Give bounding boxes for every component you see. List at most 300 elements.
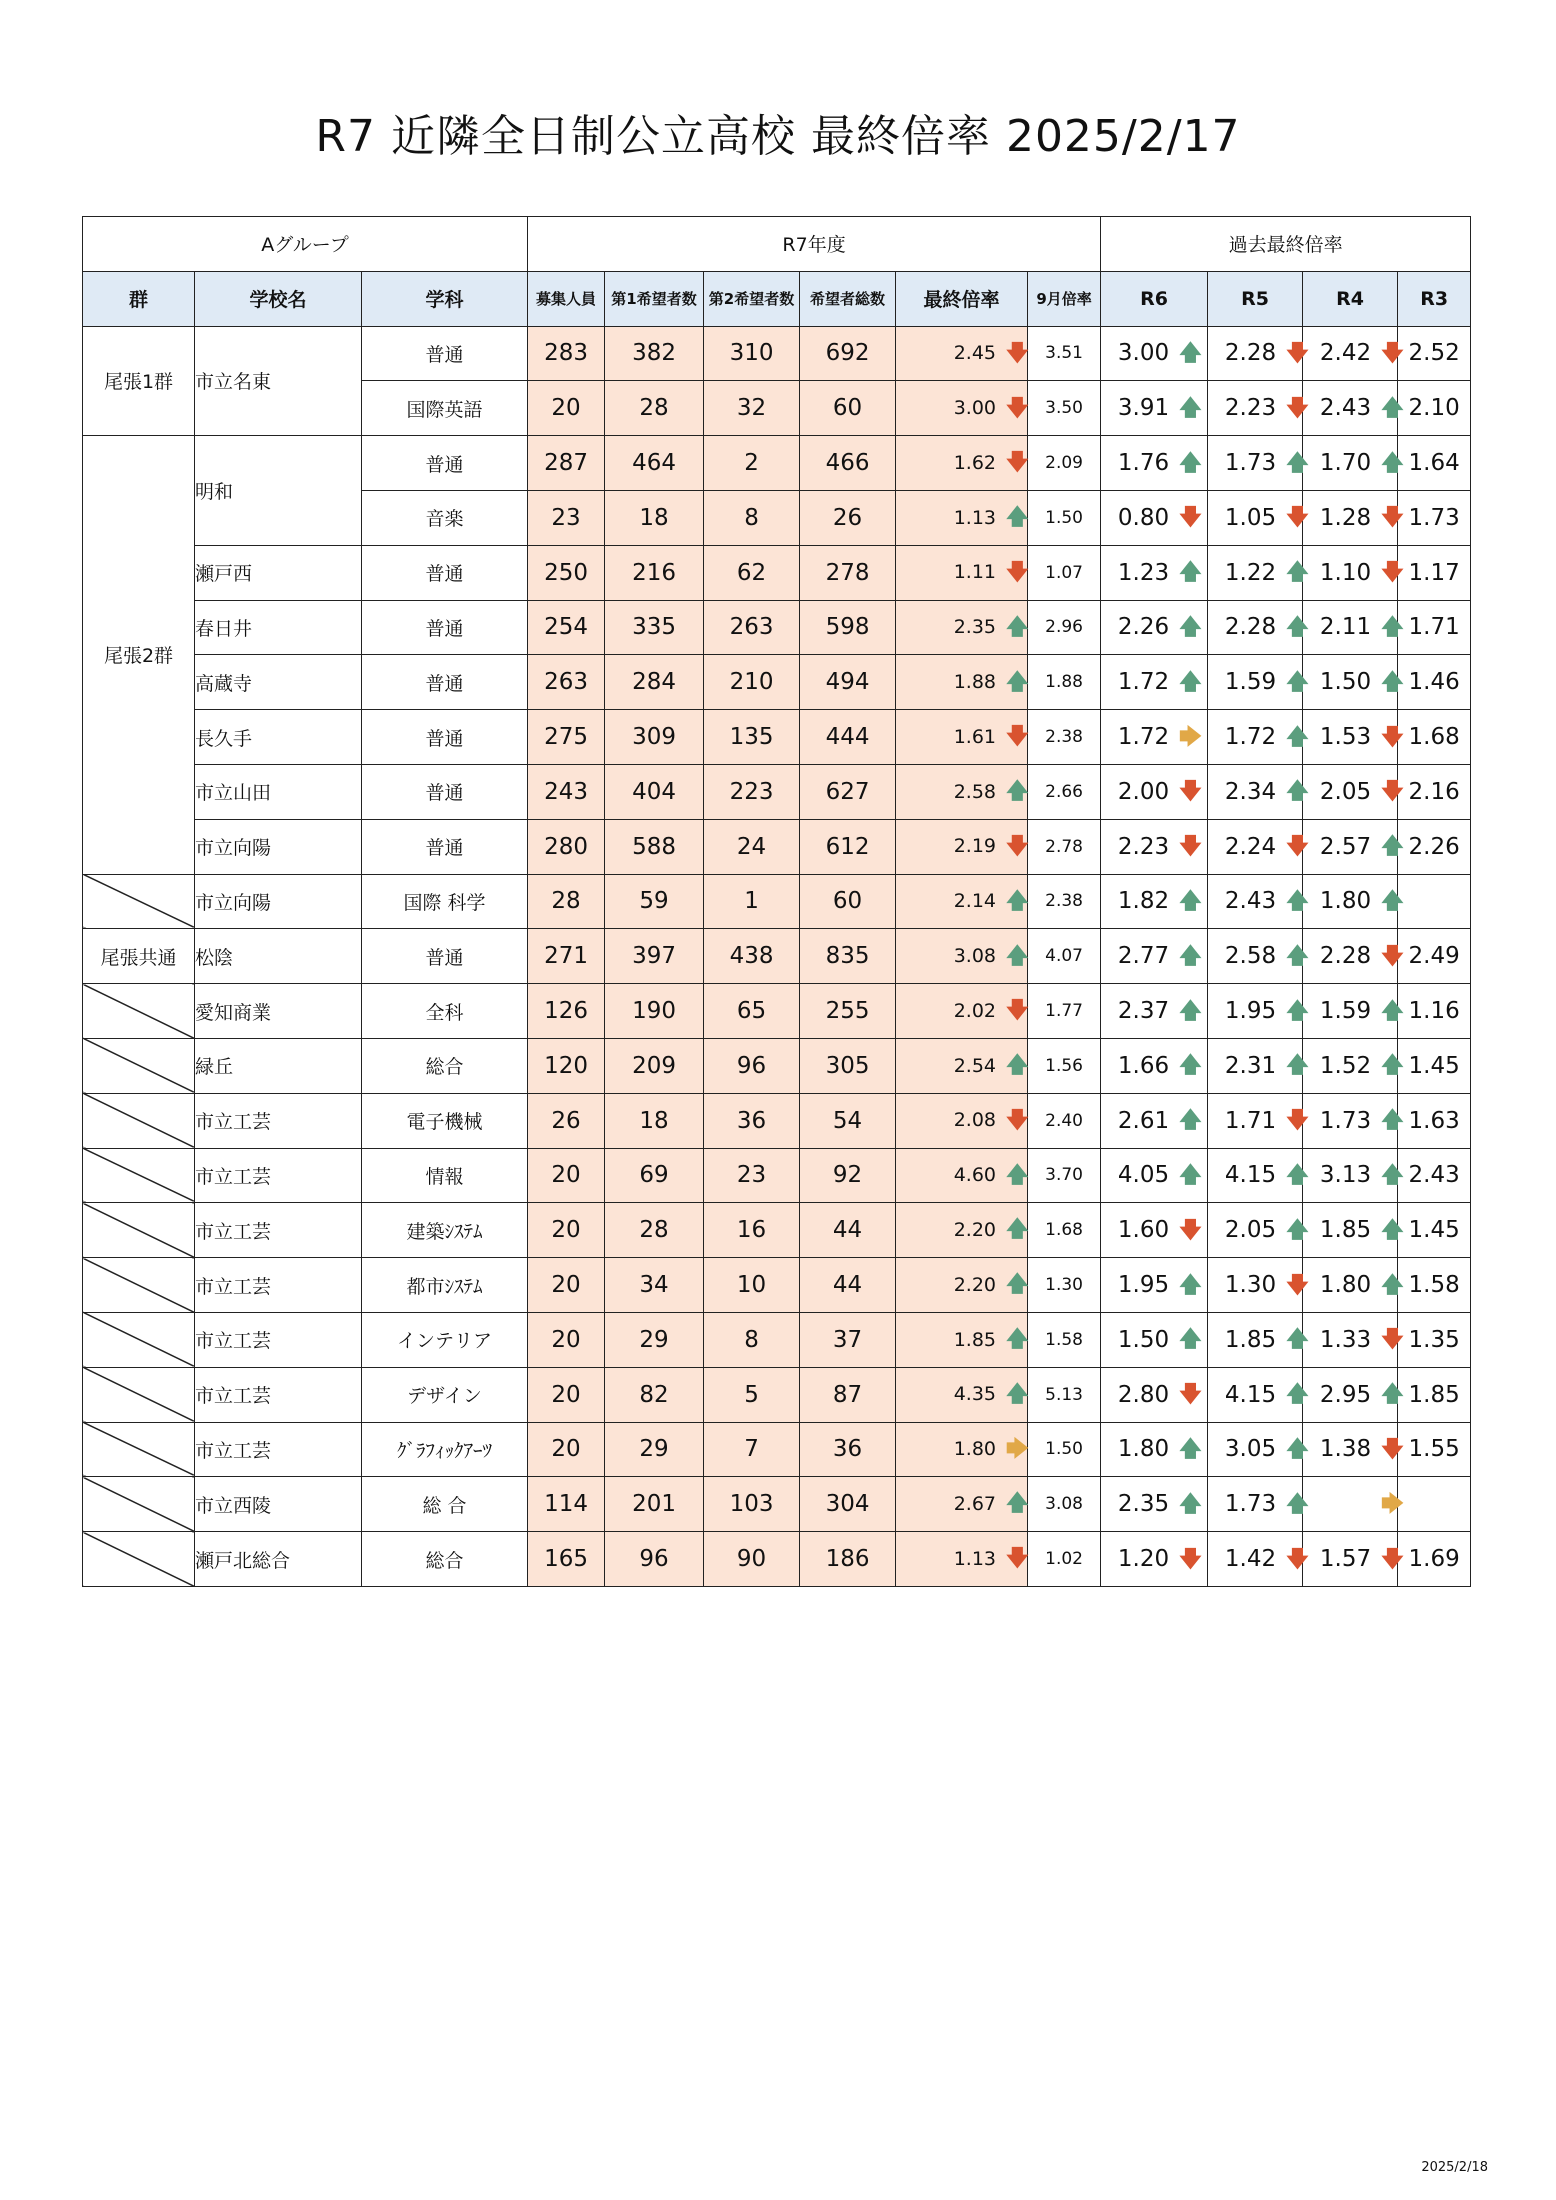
r5-cell	[1208, 819, 1309, 874]
total-cell: 36	[800, 1422, 896, 1477]
r5-value: 2.58	[1224, 943, 1277, 970]
total-cell: 494	[800, 655, 896, 710]
r6-cell	[1101, 764, 1208, 819]
final-ratio-value: 2.20	[953, 1218, 997, 1241]
r4-value: 2.11	[1319, 614, 1372, 641]
capacity-cell: 28	[528, 874, 605, 929]
arrow-down-icon: 🡇	[1006, 450, 1029, 476]
group-cell	[83, 1477, 195, 1532]
arrow-up-icon: 🡅	[1286, 998, 1309, 1024]
group-cell	[83, 1148, 195, 1203]
r6-cell	[1101, 1093, 1208, 1148]
r3-cell: 2.16	[1398, 764, 1471, 819]
course-name: 総合	[362, 1532, 528, 1587]
final-ratio-value: 1.13	[953, 1547, 997, 1570]
r4-cell	[1303, 1477, 1404, 1532]
second-cell: 36	[704, 1093, 800, 1148]
total-cell: 44	[800, 1203, 896, 1258]
r5-value: 1.85	[1224, 1326, 1277, 1353]
school-name: 春日井	[195, 600, 362, 655]
r5-value: 2.34	[1224, 778, 1277, 805]
r5-value: 4.15	[1224, 1381, 1277, 1408]
arrow-up-icon: 🡅	[1286, 1217, 1309, 1243]
r6-cell	[1101, 1258, 1208, 1313]
final-ratio-value: 1.88	[953, 671, 997, 694]
first-cell: 464	[605, 436, 704, 491]
table-row	[83, 764, 1471, 819]
final-ratio-value: 2.08	[953, 1109, 997, 1132]
r6-cell	[1101, 381, 1208, 436]
r3-cell: 1.71	[1398, 600, 1471, 655]
school-name: 緑丘	[195, 1038, 362, 1093]
group-cell: 尾張2群	[83, 436, 195, 874]
r4-value: 2.95	[1319, 1381, 1372, 1408]
second-cell: 8	[704, 1312, 800, 1367]
r6-value: 2.00	[1117, 778, 1170, 805]
first-cell: 34	[605, 1258, 704, 1313]
r5-cell	[1208, 490, 1309, 545]
col-header-second-choice: 第2希望者数	[704, 271, 800, 326]
col-header-total: 希望者総数	[800, 271, 896, 326]
arrow-down-icon: 🡇	[1006, 395, 1029, 421]
second-cell: 32	[704, 381, 800, 436]
r6-cell	[1101, 436, 1208, 491]
capacity-cell: 283	[528, 326, 605, 381]
r4-cell	[1303, 1422, 1404, 1477]
r4-cell	[1303, 874, 1404, 929]
arrow-up-icon: 🡅	[1179, 888, 1202, 914]
final-ratio-value: 2.02	[953, 999, 997, 1022]
arrow-down-icon: 🡇	[1179, 1217, 1202, 1243]
r5-cell	[1208, 1258, 1309, 1313]
r6-cell	[1101, 490, 1208, 545]
capacity-cell: 20	[528, 381, 605, 436]
group-cell	[83, 1367, 195, 1422]
r6-cell	[1101, 600, 1208, 655]
school-name: 市立工芸	[195, 1258, 362, 1313]
arrow-up-icon: 🡅	[1179, 340, 1202, 366]
r6-cell	[1101, 710, 1208, 765]
arrow-up-icon: 🡅	[1179, 1491, 1202, 1517]
r3-cell: 1.58	[1398, 1258, 1471, 1313]
arrow-up-icon: 🡅	[1006, 1272, 1029, 1298]
course-name: 情報	[362, 1148, 528, 1203]
arrow-right-icon: 🡆	[1006, 1436, 1029, 1462]
final-ratio-value: 1.11	[953, 561, 997, 584]
arrow-up-icon: 🡅	[1179, 1162, 1202, 1188]
r6-cell	[1101, 1038, 1208, 1093]
r3-cell: 1.45	[1398, 1203, 1471, 1258]
r6-cell	[1101, 1203, 1208, 1258]
course-name: 普通	[362, 326, 528, 381]
r6-value: 2.37	[1117, 998, 1170, 1025]
arrow-up-icon: 🡅	[1381, 998, 1404, 1024]
r4-cell	[1303, 1258, 1404, 1313]
first-cell: 397	[605, 929, 704, 984]
r5-value: 3.05	[1224, 1436, 1277, 1463]
total-cell: 26	[800, 490, 896, 545]
final-ratio-cell	[896, 326, 1028, 381]
r5-value: 2.28	[1224, 340, 1277, 367]
table-row	[83, 1532, 1471, 1587]
table-row	[83, 929, 1471, 984]
arrow-down-icon: 🡇	[1381, 505, 1404, 531]
r6-cell	[1101, 1312, 1208, 1367]
r5-value: 1.73	[1224, 450, 1277, 477]
r3-cell: 1.85	[1398, 1367, 1471, 1422]
r4-value: 1.57	[1319, 1546, 1372, 1573]
total-cell: 60	[800, 381, 896, 436]
r4-value: 2.05	[1319, 778, 1372, 805]
first-cell: 29	[605, 1312, 704, 1367]
arrow-down-icon: 🡇	[1381, 340, 1404, 366]
arrow-up-icon: 🡅	[1381, 1217, 1404, 1243]
print-date: 2025/2/18	[1421, 2160, 1488, 2175]
r6-value: 3.91	[1117, 395, 1170, 422]
arrow-up-icon: 🡅	[1179, 1436, 1202, 1462]
group-cell: 尾張共通	[83, 929, 195, 984]
r3-cell: 2.26	[1398, 819, 1471, 874]
school-name: 明和	[195, 436, 362, 546]
course-name: ｸﾞﾗﾌｨｯｸｱｰﾂ	[362, 1422, 528, 1477]
september-ratio-cell: 3.70	[1028, 1148, 1101, 1203]
arrow-down-icon: 🡇	[1381, 1327, 1404, 1353]
first-cell: 382	[605, 326, 704, 381]
table-row	[83, 436, 1471, 491]
total-cell: 692	[800, 326, 896, 381]
r5-value: 2.24	[1224, 833, 1277, 860]
second-cell: 90	[704, 1532, 800, 1587]
arrow-up-icon: 🡅	[1381, 614, 1404, 640]
first-cell: 18	[605, 490, 704, 545]
second-cell: 23	[704, 1148, 800, 1203]
group-cell: 尾張1群	[83, 326, 195, 436]
first-cell: 28	[605, 381, 704, 436]
group-cell	[83, 1422, 195, 1477]
final-ratio-value: 2.20	[953, 1273, 997, 1296]
second-cell: 24	[704, 819, 800, 874]
first-cell: 82	[605, 1367, 704, 1422]
second-cell: 103	[704, 1477, 800, 1532]
r4-cell	[1303, 764, 1404, 819]
r5-cell	[1208, 1312, 1309, 1367]
total-cell: 466	[800, 436, 896, 491]
arrow-up-icon: 🡅	[1179, 1272, 1202, 1298]
r6-cell	[1101, 929, 1208, 984]
r6-value: 1.50	[1117, 1326, 1170, 1353]
september-ratio-cell: 2.40	[1028, 1093, 1101, 1148]
course-name: 普通	[362, 764, 528, 819]
september-ratio-cell: 1.30	[1028, 1258, 1101, 1313]
arrow-up-icon: 🡅	[1179, 669, 1202, 695]
final-ratio-cell	[896, 1477, 1028, 1532]
course-name: 都市ｼｽﾃﾑ	[362, 1258, 528, 1313]
capacity-cell: 287	[528, 436, 605, 491]
table-row	[83, 874, 1471, 929]
r5-cell	[1208, 1532, 1309, 1587]
final-ratio-cell	[896, 1203, 1028, 1258]
course-name: 国際 科学	[362, 874, 528, 929]
table-row	[83, 545, 1471, 600]
arrow-up-icon: 🡅	[1286, 1053, 1309, 1079]
group-cell	[83, 1532, 195, 1587]
arrow-up-icon: 🡅	[1179, 1327, 1202, 1353]
second-cell: 62	[704, 545, 800, 600]
arrow-down-icon: 🡇	[1006, 1546, 1029, 1572]
course-name: 普通	[362, 655, 528, 710]
arrow-up-icon: 🡅	[1381, 1053, 1404, 1079]
arrow-down-icon: 🡇	[1286, 395, 1309, 421]
r4-value: 1.80	[1319, 888, 1372, 915]
course-name: 普通	[362, 929, 528, 984]
arrow-down-icon: 🡇	[1381, 1436, 1404, 1462]
final-ratio-cell	[896, 1312, 1028, 1367]
r4-value: 2.43	[1319, 395, 1372, 422]
final-ratio-value: 1.13	[953, 506, 997, 529]
arrow-up-icon: 🡅	[1381, 669, 1404, 695]
arrow-up-icon: 🡅	[1006, 1217, 1029, 1243]
school-name: 長久手	[195, 710, 362, 765]
r4-value: 1.80	[1319, 1272, 1372, 1299]
r6-value: 1.72	[1117, 724, 1170, 751]
r6-value: 2.23	[1117, 833, 1170, 860]
r5-value: 2.28	[1224, 614, 1277, 641]
final-ratio-cell	[896, 1367, 1028, 1422]
r5-value: 1.42	[1224, 1546, 1277, 1573]
september-ratio-cell: 3.08	[1028, 1477, 1101, 1532]
total-cell: 598	[800, 600, 896, 655]
group-cell	[83, 984, 195, 1039]
r4-cell	[1303, 1038, 1404, 1093]
r5-value: 1.30	[1224, 1272, 1277, 1299]
arrow-up-icon: 🡅	[1006, 614, 1029, 640]
arrow-up-icon: 🡅	[1006, 1162, 1029, 1188]
r4-value: 1.53	[1319, 724, 1372, 751]
r3-cell: 2.49	[1398, 929, 1471, 984]
r5-cell	[1208, 1148, 1309, 1203]
second-cell: 10	[704, 1258, 800, 1313]
r6-cell	[1101, 1477, 1208, 1532]
final-ratio-cell	[896, 436, 1028, 491]
r6-cell	[1101, 545, 1208, 600]
second-cell: 310	[704, 326, 800, 381]
r6-cell	[1101, 1532, 1208, 1587]
r6-value: 2.80	[1117, 1381, 1170, 1408]
second-cell: 5	[704, 1367, 800, 1422]
group-cell	[83, 1038, 195, 1093]
table-row	[83, 984, 1471, 1039]
capacity-cell: 243	[528, 764, 605, 819]
september-ratio-cell: 1.77	[1028, 984, 1101, 1039]
capacity-cell: 263	[528, 655, 605, 710]
r4-cell	[1303, 1093, 1404, 1148]
r5-cell	[1208, 1093, 1309, 1148]
first-cell: 404	[605, 764, 704, 819]
table-row	[83, 1367, 1471, 1422]
first-cell: 201	[605, 1477, 704, 1532]
total-cell: 87	[800, 1367, 896, 1422]
r5-value: 2.31	[1224, 1052, 1277, 1079]
capacity-cell: 120	[528, 1038, 605, 1093]
capacity-cell: 20	[528, 1148, 605, 1203]
arrow-up-icon: 🡅	[1006, 1327, 1029, 1353]
course-name: 普通	[362, 436, 528, 491]
course-name: 普通	[362, 600, 528, 655]
september-ratio-cell: 1.50	[1028, 1422, 1101, 1477]
arrow-up-icon: 🡅	[1179, 998, 1202, 1024]
september-ratio-cell: 1.88	[1028, 655, 1101, 710]
r6-cell	[1101, 326, 1208, 381]
r3-cell	[1398, 1477, 1471, 1532]
arrow-up-icon: 🡅	[1006, 943, 1029, 969]
school-name: 高蔵寺	[195, 655, 362, 710]
final-ratio-cell	[896, 710, 1028, 765]
r4-cell	[1303, 600, 1404, 655]
r6-cell	[1101, 984, 1208, 1039]
r5-cell	[1208, 874, 1309, 929]
arrow-down-icon: 🡇	[1179, 834, 1202, 860]
r6-value: 1.95	[1117, 1272, 1170, 1299]
arrow-up-icon: 🡅	[1006, 1381, 1029, 1407]
course-name: インテリア	[362, 1312, 528, 1367]
second-cell: 65	[704, 984, 800, 1039]
group-cell	[83, 1203, 195, 1258]
table-row	[83, 1312, 1471, 1367]
col-header-r3: R3	[1398, 271, 1471, 326]
final-ratio-cell	[896, 600, 1028, 655]
second-cell: 8	[704, 490, 800, 545]
r5-value: 1.05	[1224, 504, 1277, 531]
school-name: 市立山田	[195, 764, 362, 819]
arrow-right-icon: 🡆	[1179, 724, 1202, 750]
r4-cell	[1303, 326, 1404, 381]
table-row	[83, 1093, 1471, 1148]
r5-value: 2.05	[1224, 1217, 1277, 1244]
second-cell: 16	[704, 1203, 800, 1258]
school-name: 市立工芸	[195, 1367, 362, 1422]
arrow-up-icon: 🡅	[1179, 395, 1202, 421]
total-cell: 54	[800, 1093, 896, 1148]
r5-value: 1.73	[1224, 1491, 1277, 1518]
arrow-down-icon: 🡇	[1381, 560, 1404, 586]
arrow-down-icon: 🡇	[1286, 340, 1309, 366]
r6-cell	[1101, 1422, 1208, 1477]
final-ratio-cell	[896, 1532, 1028, 1587]
arrow-up-icon: 🡅	[1286, 1327, 1309, 1353]
arrow-down-icon: 🡇	[1381, 943, 1404, 969]
total-cell: 305	[800, 1038, 896, 1093]
arrow-up-icon: 🡅	[1381, 1108, 1404, 1134]
second-cell: 210	[704, 655, 800, 710]
final-ratio-cell	[896, 1038, 1028, 1093]
r3-cell: 1.69	[1398, 1532, 1471, 1587]
course-name: 普通	[362, 710, 528, 765]
r4-cell	[1303, 929, 1404, 984]
arrow-up-icon: 🡅	[1179, 1108, 1202, 1134]
capacity-cell: 20	[528, 1203, 605, 1258]
arrow-up-icon: 🡅	[1286, 614, 1309, 640]
arrow-up-icon: 🡅	[1006, 505, 1029, 531]
second-cell: 135	[704, 710, 800, 765]
arrow-down-icon: 🡇	[1179, 1382, 1202, 1408]
first-cell: 335	[605, 600, 704, 655]
r5-cell	[1208, 1367, 1309, 1422]
table-row	[83, 1477, 1471, 1532]
r4-value: 1.73	[1319, 1107, 1372, 1134]
arrow-up-icon: 🡅	[1381, 1382, 1404, 1408]
course-name: 国際英語	[362, 381, 528, 436]
col-header-r5: R5	[1208, 271, 1303, 326]
r4-cell	[1303, 490, 1404, 545]
r4-cell	[1303, 1203, 1404, 1258]
r6-value: 1.60	[1117, 1217, 1170, 1244]
r6-cell	[1101, 819, 1208, 874]
page-title: R7 近隣全日制公立高校 最終倍率 2025/2/17	[315, 111, 1241, 162]
school-name: 松陰	[195, 929, 362, 984]
r4-value: 1.52	[1319, 1052, 1372, 1079]
total-cell: 835	[800, 929, 896, 984]
capacity-cell: 20	[528, 1258, 605, 1313]
r4-value: 2.57	[1319, 833, 1372, 860]
arrow-up-icon: 🡅	[1286, 1491, 1309, 1517]
capacity-cell: 114	[528, 1477, 605, 1532]
school-name: 瀬戸北総合	[195, 1532, 362, 1587]
total-cell: 627	[800, 764, 896, 819]
capacity-cell: 20	[528, 1367, 605, 1422]
arrow-up-icon: 🡅	[1286, 669, 1309, 695]
final-ratio-value: 2.45	[953, 342, 997, 365]
r5-cell	[1208, 929, 1309, 984]
r5-value: 1.95	[1224, 998, 1277, 1025]
arrow-up-icon: 🡅	[1286, 888, 1309, 914]
r3-cell: 2.52	[1398, 326, 1471, 381]
first-cell: 216	[605, 545, 704, 600]
final-ratio-value: 2.67	[953, 1492, 997, 1515]
first-cell: 69	[605, 1148, 704, 1203]
r3-cell: 1.17	[1398, 545, 1471, 600]
capacity-cell: 20	[528, 1422, 605, 1477]
final-ratio-value: 2.54	[953, 1054, 997, 1077]
first-cell: 309	[605, 710, 704, 765]
col-header-r6: R6	[1101, 271, 1208, 326]
final-ratio-cell	[896, 1258, 1028, 1313]
past-header: 過去最終倍率	[1101, 217, 1471, 272]
course-name: デザイン	[362, 1367, 528, 1422]
final-ratio-cell	[896, 764, 1028, 819]
r6-value: 1.23	[1117, 559, 1170, 586]
second-cell: 2	[704, 436, 800, 491]
r3-cell: 2.10	[1398, 381, 1471, 436]
r3-cell: 1.35	[1398, 1312, 1471, 1367]
second-cell: 223	[704, 764, 800, 819]
r5-cell	[1208, 545, 1309, 600]
a-group-header: Aグループ	[83, 217, 528, 272]
r6-value: 1.80	[1117, 1436, 1170, 1463]
first-cell: 588	[605, 819, 704, 874]
r6-value: 2.35	[1117, 1491, 1170, 1518]
second-cell: 1	[704, 874, 800, 929]
r3-cell: 1.68	[1398, 710, 1471, 765]
arrow-up-icon: 🡅	[1006, 1491, 1029, 1517]
school-name: 市立工芸	[195, 1203, 362, 1258]
arrow-up-icon: 🡅	[1286, 943, 1309, 969]
r6-cell	[1101, 874, 1208, 929]
group-cell	[83, 1312, 195, 1367]
school-name: 市立名東	[195, 326, 362, 436]
final-ratio-cell	[896, 1148, 1028, 1203]
r3-cell: 1.64	[1398, 436, 1471, 491]
final-ratio-cell	[896, 1422, 1028, 1477]
